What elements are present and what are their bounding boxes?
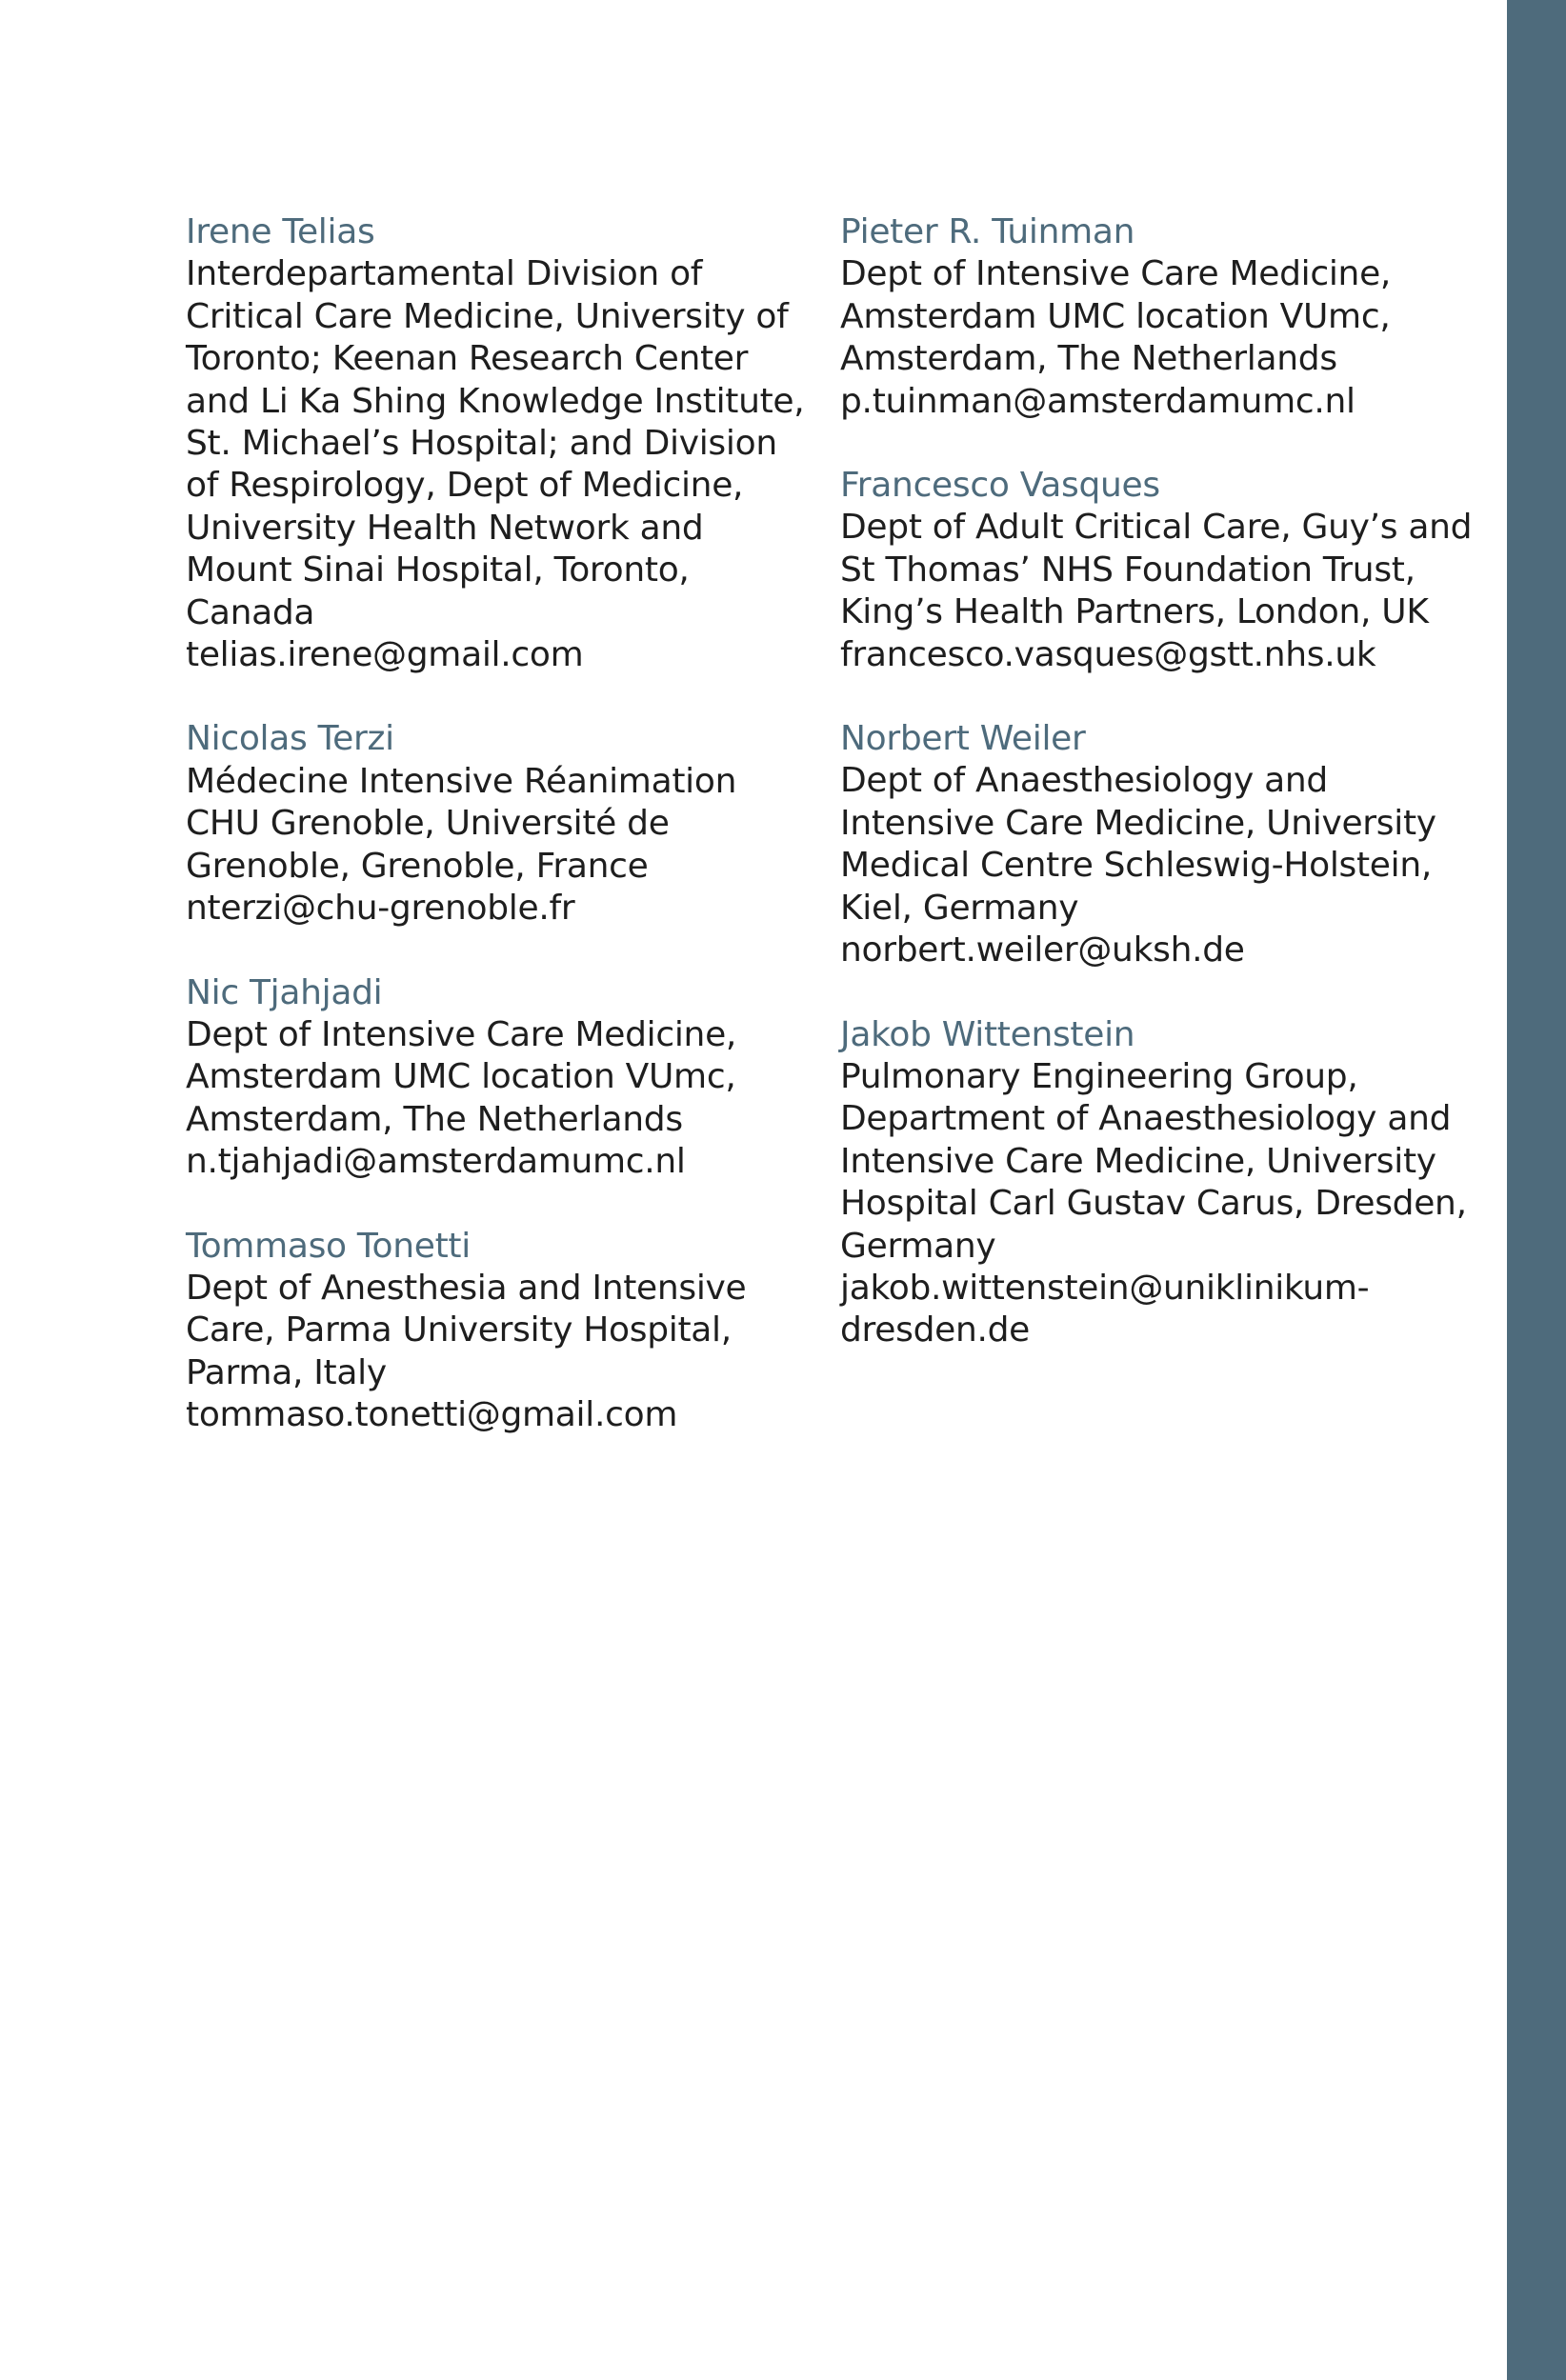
- affiliation-line: Kiel, Germany: [840, 888, 1079, 928]
- affiliation-line: Amsterdam UMC location VUmc,: [186, 1057, 736, 1097]
- email-address: francesco.vasques@gstt.nhs.uk: [840, 634, 1376, 674]
- right-column: [840, 211, 1497, 1394]
- affiliation-line: Médecine Intensive Réanimation: [186, 761, 737, 801]
- affiliation-line: Dept of Anesthesia and Intensive: [186, 1268, 747, 1308]
- affiliation-line: Dept of Anaesthesiology and: [840, 761, 1328, 801]
- affiliation-line: Dept of Adult Critical Care, Guy’s and: [840, 508, 1473, 548]
- affiliation-line: St. Michael’s Hospital; and Division: [186, 424, 777, 464]
- author-entry: [840, 1014, 1497, 1352]
- author-entry: [186, 211, 843, 676]
- email-address: dresden.de: [840, 1310, 1031, 1350]
- email-address: p.tuinman@amsterdamumc.nl: [840, 381, 1355, 421]
- affiliation-line: University Health Network and: [186, 508, 704, 548]
- email-address: nterzi@chu-grenoble.fr: [186, 889, 575, 929]
- affiliation-line: Intensive Care Medicine, University: [840, 803, 1436, 843]
- affiliation-line: Dept of Intensive Care Medicine,: [186, 1014, 737, 1054]
- affiliation-line: Amsterdam, The Netherlands: [186, 1099, 683, 1139]
- affiliation-line: and Li Ka Shing Knowledge Institute,: [186, 381, 805, 421]
- left-column: [186, 211, 843, 1479]
- author-entry: [840, 211, 1497, 423]
- author-entry: [186, 1226, 843, 1437]
- affiliation-line: Mount Sinai Hospital, Toronto,: [186, 550, 690, 590]
- author-entry: [840, 465, 1497, 676]
- author-entry: [840, 718, 1497, 971]
- affiliation-line: Interdepartamental Division of: [186, 254, 703, 294]
- email-address: n.tjahjadi@amsterdamumc.nl: [186, 1142, 686, 1182]
- author-name: Irene Telias: [186, 212, 375, 251]
- author-name: Pieter R. Tuinman: [840, 212, 1135, 251]
- author-name: Francesco Vasques: [840, 466, 1160, 506]
- author-name: Nic Tjahjadi: [186, 972, 383, 1012]
- email-address: telias.irene@gmail.com: [186, 635, 584, 675]
- email-address: jakob.wittenstein@uniklinikum-: [840, 1268, 1370, 1308]
- affiliation-line: Toronto; Keenan Research Center: [186, 339, 749, 379]
- author-entry: [186, 972, 843, 1184]
- affiliation-line: Amsterdam UMC location VUmc,: [840, 296, 1391, 336]
- side-color-bar: [1507, 0, 1566, 2380]
- affiliation-line: Care, Parma University Hospital,: [186, 1310, 732, 1350]
- affiliation-line: Grenoble, Grenoble, France: [186, 846, 649, 886]
- affiliation-line: of Respirology, Dept of Medicine,: [186, 466, 744, 506]
- affiliation-line: Parma, Italy: [186, 1352, 387, 1392]
- author-name: Nicolas Terzi: [186, 719, 394, 759]
- affiliation-line: Amsterdam, The Netherlands: [840, 339, 1337, 379]
- author-name: Tommaso Tonetti: [186, 1226, 471, 1266]
- affiliation-line: Germany: [840, 1226, 996, 1266]
- affiliation-line: Canada: [186, 592, 315, 632]
- email-address: norbert.weiler@uksh.de: [840, 930, 1245, 970]
- affiliation-line: CHU Grenoble, Université de: [186, 804, 670, 844]
- affiliation-line: Dept of Intensive Care Medicine,: [840, 254, 1392, 294]
- affiliation-line: St Thomas’ NHS Foundation Trust,: [840, 550, 1415, 590]
- author-name: Norbert Weiler: [840, 719, 1086, 759]
- affiliation-line: Medical Centre Schleswig-Holstein,: [840, 846, 1433, 886]
- author-name: Jakob Wittenstein: [840, 1014, 1135, 1054]
- affiliation-line: King’s Health Partners, London, UK: [840, 592, 1429, 632]
- affiliation-line: Hospital Carl Gustav Carus, Dresden,: [840, 1184, 1467, 1224]
- email-address: tommaso.tonetti@gmail.com: [186, 1395, 678, 1435]
- affiliation-line: Critical Care Medicine, University of: [186, 296, 789, 336]
- affiliation-line: Department of Anaesthesiology and: [840, 1099, 1452, 1139]
- affiliation-line: Intensive Care Medicine, University: [840, 1141, 1436, 1181]
- affiliation-line: Pulmonary Engineering Group,: [840, 1056, 1358, 1096]
- author-entry: [186, 718, 843, 930]
